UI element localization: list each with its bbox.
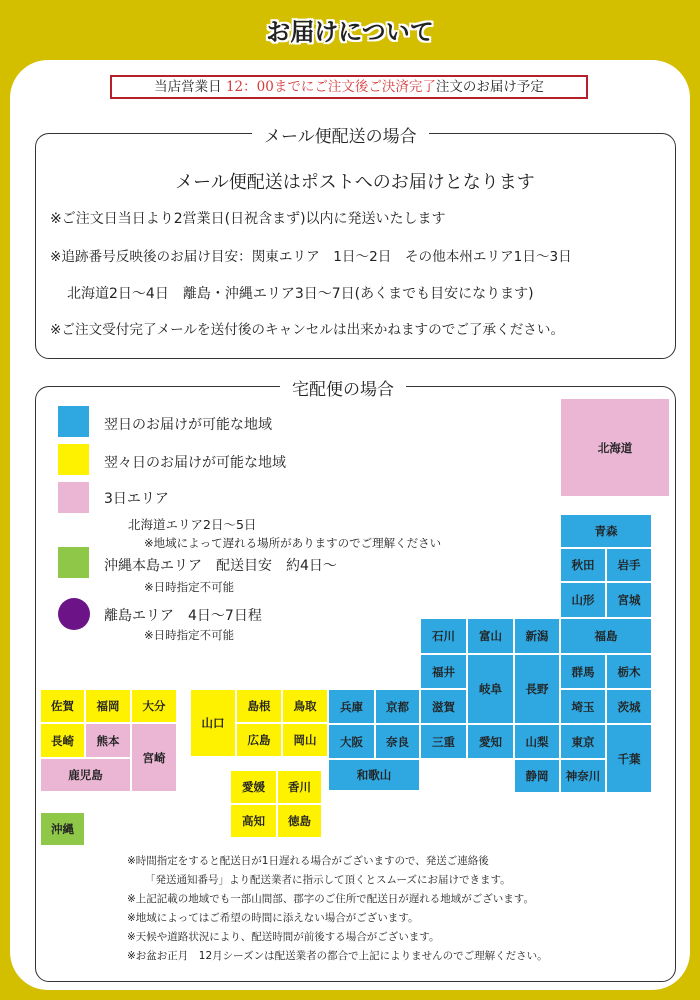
pref-gifu: 岐阜 bbox=[467, 654, 514, 724]
pref-nara: 奈良 bbox=[375, 724, 420, 759]
pref-tochigi: 栃木 bbox=[606, 654, 652, 689]
mail-headline: メール便配送はポストへのお届けとなります bbox=[175, 172, 535, 193]
pref-oita: 大分 bbox=[131, 689, 177, 723]
pref-ehime: 愛媛 bbox=[230, 770, 277, 804]
pref-okinawa: 沖縄 bbox=[40, 812, 85, 846]
legend-swatch-okinawa bbox=[58, 547, 89, 578]
takuhai-title: 宅配便の場合 bbox=[280, 375, 406, 400]
pref-aomori: 青森 bbox=[560, 514, 652, 548]
notice-part1: 当店営業日 bbox=[154, 79, 222, 95]
page-title: お届けについて bbox=[266, 17, 434, 46]
pref-kochi: 高知 bbox=[230, 804, 277, 838]
legend-two-day: 翌々日のお届けが可能な地域 bbox=[104, 455, 286, 471]
mail-line-2: ※追跡番号反映後のお届け目安：関東エリア 1日〜2日 その他本州エリア1日〜3日 bbox=[50, 249, 572, 265]
pref-akita: 秋田 bbox=[560, 548, 606, 582]
pref-fukui: 福井 bbox=[420, 654, 467, 689]
legend-islands: 離島エリア 4日〜7日程 bbox=[104, 608, 262, 624]
pref-miyazaki: 宮崎 bbox=[131, 723, 177, 792]
pref-ibaraki: 茨城 bbox=[606, 689, 652, 724]
legend-three-day: 3日エリア bbox=[104, 491, 169, 507]
pref-iwate: 岩手 bbox=[606, 548, 652, 582]
legend-three-day-sub1: 北海道エリア2日〜5日 bbox=[128, 517, 257, 532]
mail-line-3: 北海道2日〜4日 離島・沖縄エリア3日〜7日(あくまでも目安になります) bbox=[67, 286, 534, 302]
note-2: 「発送通知番号」より配送業者に指示して頂くとスムーズにお届けできます。 bbox=[145, 874, 511, 886]
pref-chiba: 千葉 bbox=[606, 724, 652, 793]
pref-wakayama: 和歌山 bbox=[328, 759, 420, 791]
pref-saitama: 埼玉 bbox=[560, 689, 606, 724]
pref-kanagawa: 神奈川 bbox=[560, 759, 606, 793]
legend-swatch-next-day bbox=[58, 406, 89, 437]
pref-kyoto: 京都 bbox=[375, 689, 420, 724]
legend-three-day-sub2: ※地域によって遅れる場所がありますのでご理解ください bbox=[144, 536, 442, 550]
pref-gunma: 群馬 bbox=[560, 654, 606, 689]
legend-next-day: 翌日のお届けが可能な地域 bbox=[104, 417, 272, 433]
legend-okinawa: 沖縄本島エリア 配送目安 約4日〜 bbox=[104, 558, 337, 574]
pref-ishikawa: 石川 bbox=[420, 618, 467, 654]
pref-kumamoto: 熊本 bbox=[85, 723, 131, 758]
pref-hokkaido: 北海道 bbox=[560, 398, 670, 497]
pref-tokushima: 徳島 bbox=[277, 804, 322, 838]
note-3: ※上記記載の地域でも一部山間部、郡字のご住所で配送日が遅れる地域がございます。 bbox=[127, 893, 534, 905]
legend-islands-sub: ※日時指定不可能 bbox=[144, 628, 235, 642]
pref-osaka: 大阪 bbox=[328, 724, 375, 759]
pref-miyagi: 宮城 bbox=[606, 582, 652, 618]
pref-saga: 佐賀 bbox=[40, 689, 85, 723]
legend-swatch-two-day bbox=[58, 444, 89, 475]
order-notice bbox=[110, 75, 588, 99]
pref-yamaguchi: 山口 bbox=[190, 689, 236, 757]
note-5: ※天候や道路状況により、配送時間が前後する場合がございます。 bbox=[127, 931, 440, 943]
pref-fukuoka: 福岡 bbox=[85, 689, 131, 723]
pref-nagano: 長野 bbox=[514, 654, 560, 724]
pref-hiroshima: 広島 bbox=[236, 723, 282, 757]
legend-swatch-islands bbox=[58, 598, 90, 630]
pref-tottori: 鳥取 bbox=[282, 689, 328, 723]
pref-niigata: 新潟 bbox=[514, 618, 560, 654]
pref-toyama: 富山 bbox=[467, 618, 514, 654]
pref-kagoshima: 鹿児島 bbox=[40, 758, 131, 792]
pref-fukushima: 福島 bbox=[560, 618, 652, 654]
mail-line-1: ※ご注文日当日より2営業日(日祝含まず)以内に発送いたします bbox=[50, 211, 446, 227]
mail-delivery-title: メール便配送の場合 bbox=[252, 122, 429, 147]
pref-mie: 三重 bbox=[420, 724, 467, 759]
pref-nagasaki: 長崎 bbox=[40, 723, 85, 758]
pref-shizuoka: 静岡 bbox=[514, 759, 560, 793]
note-4: ※地域によってはご希望の時間に添えない場合がございます。 bbox=[127, 912, 419, 924]
pref-aichi: 愛知 bbox=[467, 724, 514, 759]
pref-shiga: 滋賀 bbox=[420, 689, 467, 724]
mail-line-4: ※ご注文受付完了メールを送付後のキャンセルは出来かねますのでご了承ください。 bbox=[50, 322, 565, 338]
legend-swatch-three-day bbox=[58, 482, 89, 513]
notice-part3: 注文のお届け予定 bbox=[435, 79, 544, 95]
legend-okinawa-sub: ※日時指定不可能 bbox=[144, 580, 235, 594]
pref-shimane: 島根 bbox=[236, 689, 282, 723]
pref-kagawa: 香川 bbox=[277, 770, 322, 804]
pref-okayama: 岡山 bbox=[282, 723, 328, 757]
note-6: ※お盆お正月 12月シーズンは配送業者の都合で上記によりませんのでご理解ください。 bbox=[127, 950, 548, 962]
pref-hyogo: 兵庫 bbox=[328, 689, 375, 724]
pref-yamagata: 山形 bbox=[560, 582, 606, 618]
pref-yamanashi: 山梨 bbox=[514, 724, 560, 759]
notice-part2: 12：00までにご注文後ご決済完了 bbox=[225, 79, 436, 95]
pref-tokyo: 東京 bbox=[560, 724, 606, 759]
note-1: ※時間指定をすると配送日が1日遅れる場合がございますので、発送ご連絡後 bbox=[127, 855, 489, 867]
